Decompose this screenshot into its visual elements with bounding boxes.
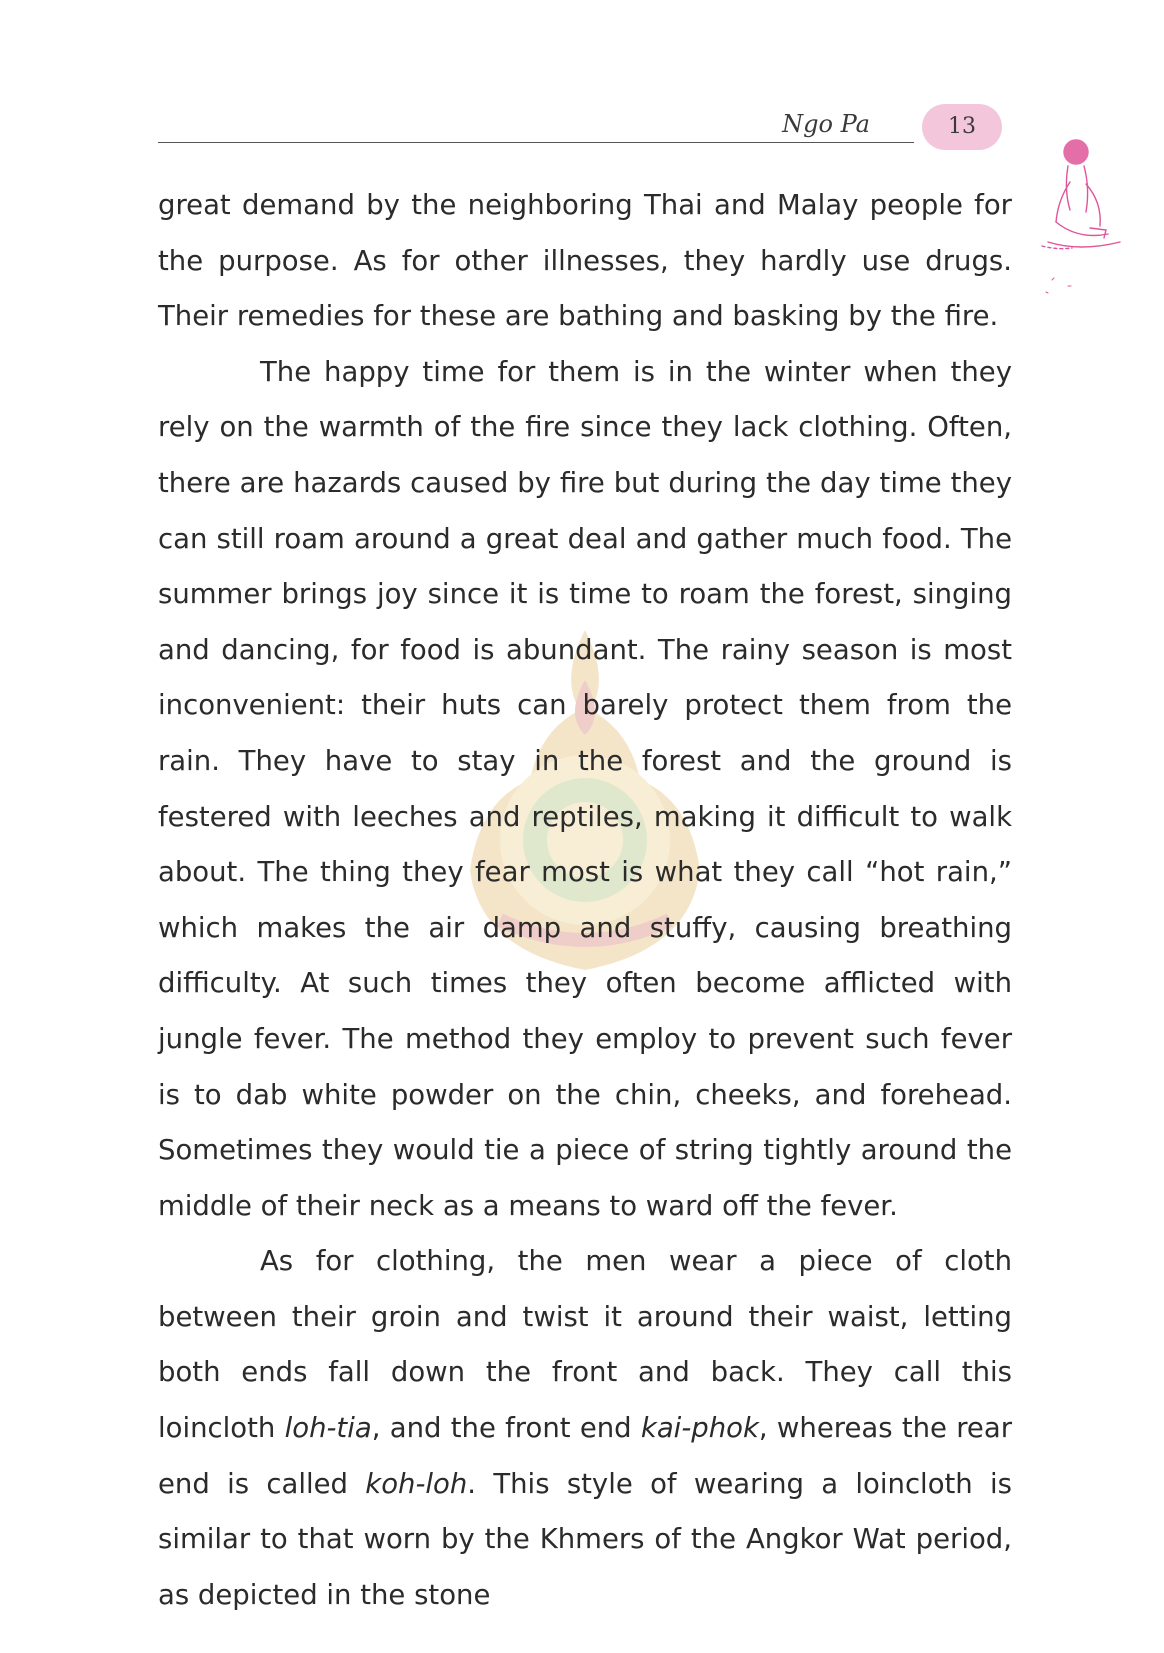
paragraph: [158, 345, 1012, 1235]
paragraph: [158, 178, 1012, 345]
italic-term: loh-tia: [284, 1412, 372, 1445]
text-run: The happy time for them is in the winter when they rely on the warmth of the fire since they lack clothing. Often, there are hazards caused by fire but during the day time they can still roam around a great deal and gather much food. The summer brings joy since it is time to roam the forest, singing and dancing, for food is abundant. The rainy season is most inconvenient: their huts can barely protect them from the rain. They have to stay in the forest and the ground is festered with leeches and reptiles, making it difficult to walk about. The thing they fear most is what they call “hot rain,” which makes the air damp and stuffy, causing breathing difficulty. At such times they often become afflicted with jungle fever. The method they employ to prevent such fever is to dab white powder on the chin, cheeks, and forehead. Sometimes they would tie a piece of string tightly around the middle of their neck as a means to ward off the fever.: [158, 355, 1012, 1222]
page-number-badge: 13: [922, 104, 1002, 150]
body-text: [158, 178, 1012, 1623]
header-rule: [158, 142, 914, 143]
running-title: Ngo Pa: [782, 110, 870, 138]
text-run: , and the front end: [371, 1412, 641, 1445]
text-run: , whereas the rear end is called: [158, 1412, 1012, 1500]
page-header: [158, 100, 1020, 160]
paragraph: [158, 1234, 1012, 1623]
italic-term: kai-phok: [640, 1412, 759, 1445]
italic-term: koh-loh: [365, 1467, 468, 1500]
text-run: As for clothing, the men wear a piece of cloth between their groin and twist it around their waist, letting both ends fall down the front and back. They call this loincloth: [158, 1245, 1012, 1445]
text-run: . This style of wearing a loincloth is similar to that worn by the Khmers of the Angkor Wat period, as depicted in the stone: [158, 1467, 1013, 1611]
seated-figure-illustration: [1028, 130, 1138, 310]
text-run: great demand by the neighboring Thai and Malay people for the purpose. As for other illnesses, they hardly use drugs. Their remedies for these are bathing and basking by the fire.: [158, 189, 1012, 333]
